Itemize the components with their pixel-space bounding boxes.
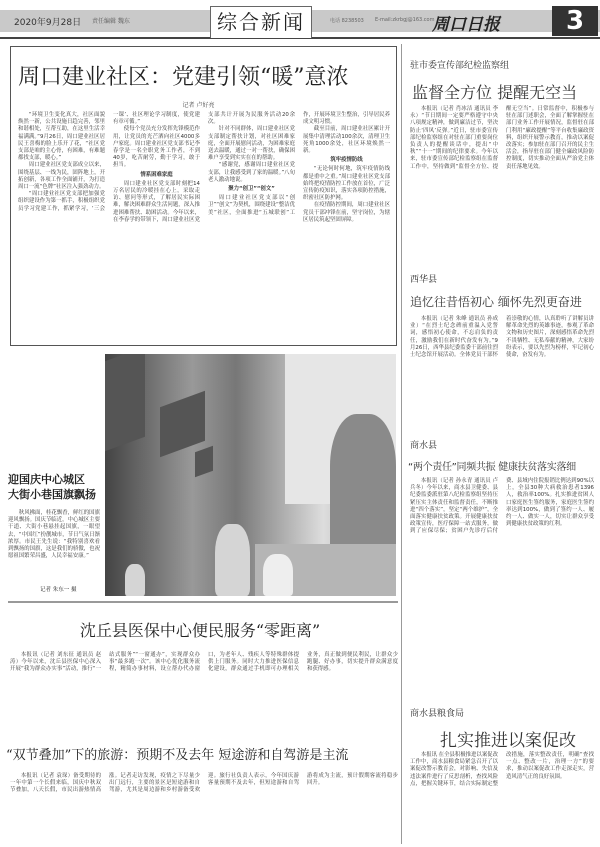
paragraph: 本报讯（记者 孙永青 通讯员 卢兵冬）今年以来，商水县卫健委、县纪委监委派驻第八纪检监察组坚持压紧压实主体责任和监督责任，不断推进“四个落实”，坚定“两个维护”，全面落实健康扶贫政策。开展健康扶贫政策宣传，医疗保障一站式服务，做到了应保尽保；贫困户先诊疗后付费、县域内住院报销比例达到90%以上，全县30种大病救治患者1396人，救治率100%。扎实推进贫困人口家庭医生签约服务，家庭医生签约率达到100%，做到了签约一人、履约一人、做实一人，切实让群众享受到健康扶贫政策的红利。 (410, 478, 594, 535)
paragraph: 本报讯（记者 刘东征 通讯员 赵涛）今年以来，沈丘县医保中心深入开展“我为群众办实事”活动，推行“一站式服务”“一窗通办”，实现群众办事“最多跑一次”。该中心优化服务流程，精简办事材料，设立帮办代办窗口，为老年人、残疾人等特殊群体提供上门服务。同时大力推进医保信息化建设，群众通过手机即可办理相关业务，真正做到便民利民，让群众少跑腿、好办事，切实提升群众满意度和获得感。 (10, 652, 398, 673)
email-address: E-mail:zkrbgj@163.com (375, 17, 435, 23)
article-headline: “两个责任”同频共振 健康扶贫落实落细 (408, 462, 576, 473)
subhead: 筑牢疫情防线 (330, 157, 363, 164)
medical-insurance-body (10, 652, 398, 674)
photo-caption (8, 510, 100, 560)
photo-headline-line1: 迎国庆中心城区 (8, 473, 85, 486)
section-title: 综合新闻 (210, 6, 312, 38)
paragraph: 截至目前，周口建业社区累计开展集中清理活动100余次，清理卫生死角1000余处，社区环境焕然一新。 (303, 126, 390, 155)
photo-credit: 记者 朱东一 摄 (40, 587, 77, 593)
main-article-body (18, 112, 390, 224)
paragraph: 在疫情防控期间，周口建业社区党员干部冲锋在前，坚守岗位，为辖区居民筑起坚固屏障。 (303, 202, 390, 223)
article-body (410, 478, 594, 536)
phone-number: 电话 8238503 (330, 18, 364, 24)
article-headline: 扎实推进以案促改 (440, 731, 576, 751)
article-kicker: 商水县粮食局 (410, 709, 465, 719)
article-kicker: 西华县 (410, 275, 438, 285)
article-headline: 追忆往昔悟初心 缅怀先烈更奋进 (410, 295, 582, 309)
photo-headline-line2: 大街小巷国旗飘扬 (8, 488, 96, 501)
main-headline: 周口建业社区：党建引领“暖”意浓 (18, 65, 349, 90)
article-headline: 监督全方位 提醒无空当 (412, 83, 578, 102)
article-kicker: 商水县 (410, 441, 438, 451)
paragraph: 使每个党员充分发挥先锋模范作用，让党员的光芒洒向社区4000多户家庭。周口建业社区党支部书记李春学是一名全职党务工作者，不到40岁，吃苦耐劳，勤于学习，敢于担当。 (113, 126, 200, 169)
paragraph: 周口建业社区党支部时刻把14万名居民的冷暖挂在心上，采取走访、慰问等形式，了解居民实际困难，解决困难群众生活问题，深入推进困难帮扶、助困活动。今年以来，在李春学的带领下，周口建业社区党支部共计开展为民服务活动20余次。 (113, 112, 295, 223)
main-byline: 记者 卢好亮 (182, 102, 215, 109)
paragraph: 本报讯（记者 袁琛）备受期待的一年中第一个长假来临，国庆中秋双节叠加，八天长假，市民出游热情高涨。记者走访发现，疫情之下尽量少出门远行，主要的景区是短途游和自驾游，尤其是周边游和乡村游备受欢迎。旅行社负责人表示，今年国庆游客量预期不及去年，但短途游和自驾游将成为主流，预计假期客流将稳步回升。 (10, 773, 398, 794)
column-divider (401, 44, 402, 844)
paragraph: 周口建业社区党支部以“创卫”“创文”为契机，围绕建设“整洁优美”社区，全面推进“五城联创”工作，开展环境卫生整治，引导居民养成文明习惯。 (208, 112, 390, 216)
subhead: 聚力“创卫”“创文” (228, 186, 275, 193)
street-flags-photo (105, 354, 396, 596)
paragraph: “环境卫生变化真大，社区面貌焕然一新，公共设施日趋完善，邻里和谐相处，互帮互助，在这里生活幸福满满。”9月26日，周口建业社区居民王喜梅的脸上乐开了花，“社区党支部是咱的主心骨，有困难，有难题都找支部，暖心。” (18, 112, 105, 162)
paragraph: 本报讯（记者 肖冰洁 通讯员 李永）“节日期间一定要严格遵守中央八项规定精神，做到廉洁过节，坚决防止‘四风’反弹。”近日，驻市委宣传部纪检监察组在对驻在部门重要岗位负责人的提醒谈话中，提出“中秋”“十一”期间的纪律要求。今年以来，驻市委宣传部纪检监察组在监督工作中，坚持做到“监督全方位、提醒无空当”。日常监督中，积极参与驻在部门述职会，全面了解掌握驻在部门业务工作开展情况，监督驻在部门利用“廉政提醒”等平台收集廉政资料，组织开展警示教育，推动以案促改落实；参加驻在部门召开的民主生活会，指导驻在部门健全廉政风险防控制度，切实推动全面从严治党主体责任落地见效。 (410, 106, 594, 170)
photo-headline (8, 472, 102, 502)
article-body (410, 106, 594, 171)
section-divider (8, 601, 398, 603)
newspaper-logo: 周口日报 (432, 15, 500, 35)
issue-date: 2020年9月28日 (14, 18, 82, 28)
paragraph: 本报讯（记者 朱峰 通讯员 孙成业）“在烈士纪念碑前重温入党誓词，感悟初心使命，不忘肩负的责任，激励我们在新时代奋发有为。”9月26日，西华县纪委监委干部前往烈士纪念馆开展活动。全体党员干部怀着崇敬的心情，认真聆听了讲解员讲解革命先烈的英雄事迹，参观了革命文物和历史图片，深刻感悟革命先烈不畏牺牲、无私奉献的精神，大家纷纷表示，要以先烈为榜样，牢记初心使命，奋发有为。 (410, 316, 594, 359)
tourism-headline: “双节叠加”下的旅游：预期不及去年 短途游和自驾游是主流 (6, 748, 349, 763)
caption-text: 秋风拂面，桂花飘香，鲜红的国旗迎风飘扬。国庆节临近，中心城区主要干道、大街小巷悬挂起国旗，一眼望去，“中国红”扮靓城市，节日气氛日渐浓厚。市民王先生说：“我特别喜欢看到飘扬的国旗，这是我们的骄傲，也祝愿祖国繁荣昌盛，人民幸福安康。” (8, 510, 100, 560)
paragraph: “周口建业社区党支部把加强党组织建设作为第一抓手，积极组织党员学习党建工作，抓紧学习，‘三会一课’、社区理论学习制度，使党建有章可循。” (18, 112, 200, 212)
paragraph: 本报讯 在全县积极推进以案促改工作中，商水县粮食局紧急召开了以案促改警示教育会，对影响、失信及违法案件进行了反思剖析，查找风险点，把握关键环节，结合实际制定整改措施，落实整改责任，明确“查找一点、整改一片，治理一方”的要求，推动以案促改工作走深走实，营造风清气正的良好氛围。 (410, 752, 594, 787)
article-body (410, 316, 594, 359)
paragraph: 周口建业社区党支部成立以来，围绕基层、一线为民，固阵地上，开拓创新，各项工作全面铺开，为打造周口一流“色牌”社区注入强劲动力。 (18, 162, 105, 191)
subhead: 情系困难家庭 (140, 171, 173, 178)
editor-credit: 责任编辑 魏东 (92, 18, 130, 25)
medical-insurance-headline: 沈丘县医保中心便民服务“零距离” (79, 621, 321, 640)
tourism-body (10, 773, 398, 795)
page-number: 3 (552, 6, 598, 36)
paragraph: 针对不同群体，周口建业社区党支部制定帮扶计划，对社区困难家庭，全面开展慰问活动，为困难家庭送去温暖，通过一对一帮扶，确保困难户享受到实实在在的帮助。 (208, 126, 295, 162)
paragraph: “无论何时何地，筑牢疫情防线都是重中之重。”周口建业社区党支部始终把疫情防控工作放在首位，广泛宣传防疫知识，落实各项防控措施，织密社区防护网。 (303, 166, 390, 202)
paragraph: “感谢党，感谢周口建业社区党支部，让我感受到了家的温暖。”八旬老人激动地说。 (208, 162, 295, 183)
article-body (410, 752, 594, 788)
article-kicker: 驻市委宣传部纪检监察组 (410, 61, 510, 71)
